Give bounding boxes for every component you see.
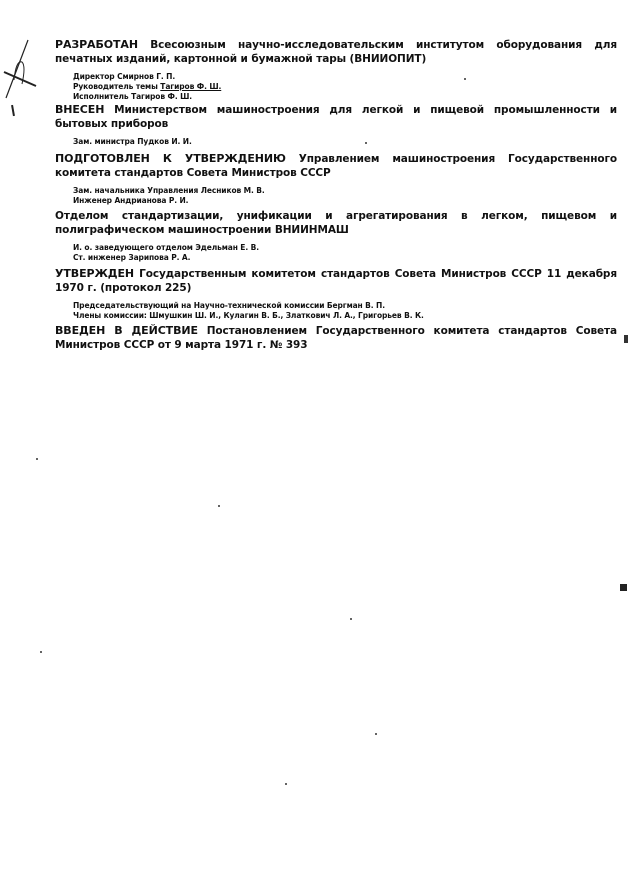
scan-speck-icon — [375, 733, 377, 735]
section-approved: УТВЕРЖДЕН Государственным комитетом стандартов Совета Министров СССР 11 декабря 1970 г. (протокол 225) Председательствующий на Научно-технической комиссии Бергман В. П. Члены комиссии: Шмушкин Ш. И., Кулагин В. Б., Златкович Л. А., Григорьев В. К. — [55, 267, 617, 320]
section-department: Отделом стандартизации, унификации и агрегатирования в легком, пищевом и полиграфическом машиностроении ВНИИНМАШ И. о. заведующего отделом Эдельман Е. В. Ст. инженер Зарипова Р. А. — [55, 210, 617, 262]
section-introduced: ВНЕСЕН Министерством машиностроения для легкой и пищевой промышленности и бытовых приборов Зам. министра Пудков И. И. — [55, 103, 617, 146]
margin-speck-icon — [620, 584, 627, 591]
section-effective: ВВЕДЕН В ДЕЙСТВИЕ Постановлением Государственного комитета стандартов Совета Министров СССР от 9 марта 1971 г. № 393 — [55, 324, 618, 351]
margin-tick-icon — [11, 105, 15, 116]
scan-speck-icon — [36, 458, 38, 460]
scan-speck-icon — [40, 651, 42, 653]
scan-speck-icon — [218, 505, 220, 507]
handwritten-mark-icon — [2, 38, 40, 100]
section-developed: РАЗРАБОТАН Всесоюзным научно-исследовательским институтом оборудования для печатных изданий, картонной и бумажной тары (ВНИИОПИТ) Директор Смирнов Г. П. Руководитель темы Тагиров Ф. Ш. Исполнитель Тагиров Ф. Ш. — [55, 38, 617, 101]
section-prepared: ПОДГОТОВЛЕН К УТВЕРЖДЕНИЮ Управлением машиностроения Государственного комитета стандартов Совета Министров СССР Зам. начальника Управления Лесников М. В. Инженер Андрианова Р. И. — [55, 152, 617, 205]
margin-speck-icon — [624, 335, 628, 343]
scan-speck-icon — [365, 142, 367, 144]
scan-speck-icon — [285, 783, 287, 785]
scan-speck-icon — [464, 78, 466, 80]
scan-speck-icon — [350, 618, 352, 620]
